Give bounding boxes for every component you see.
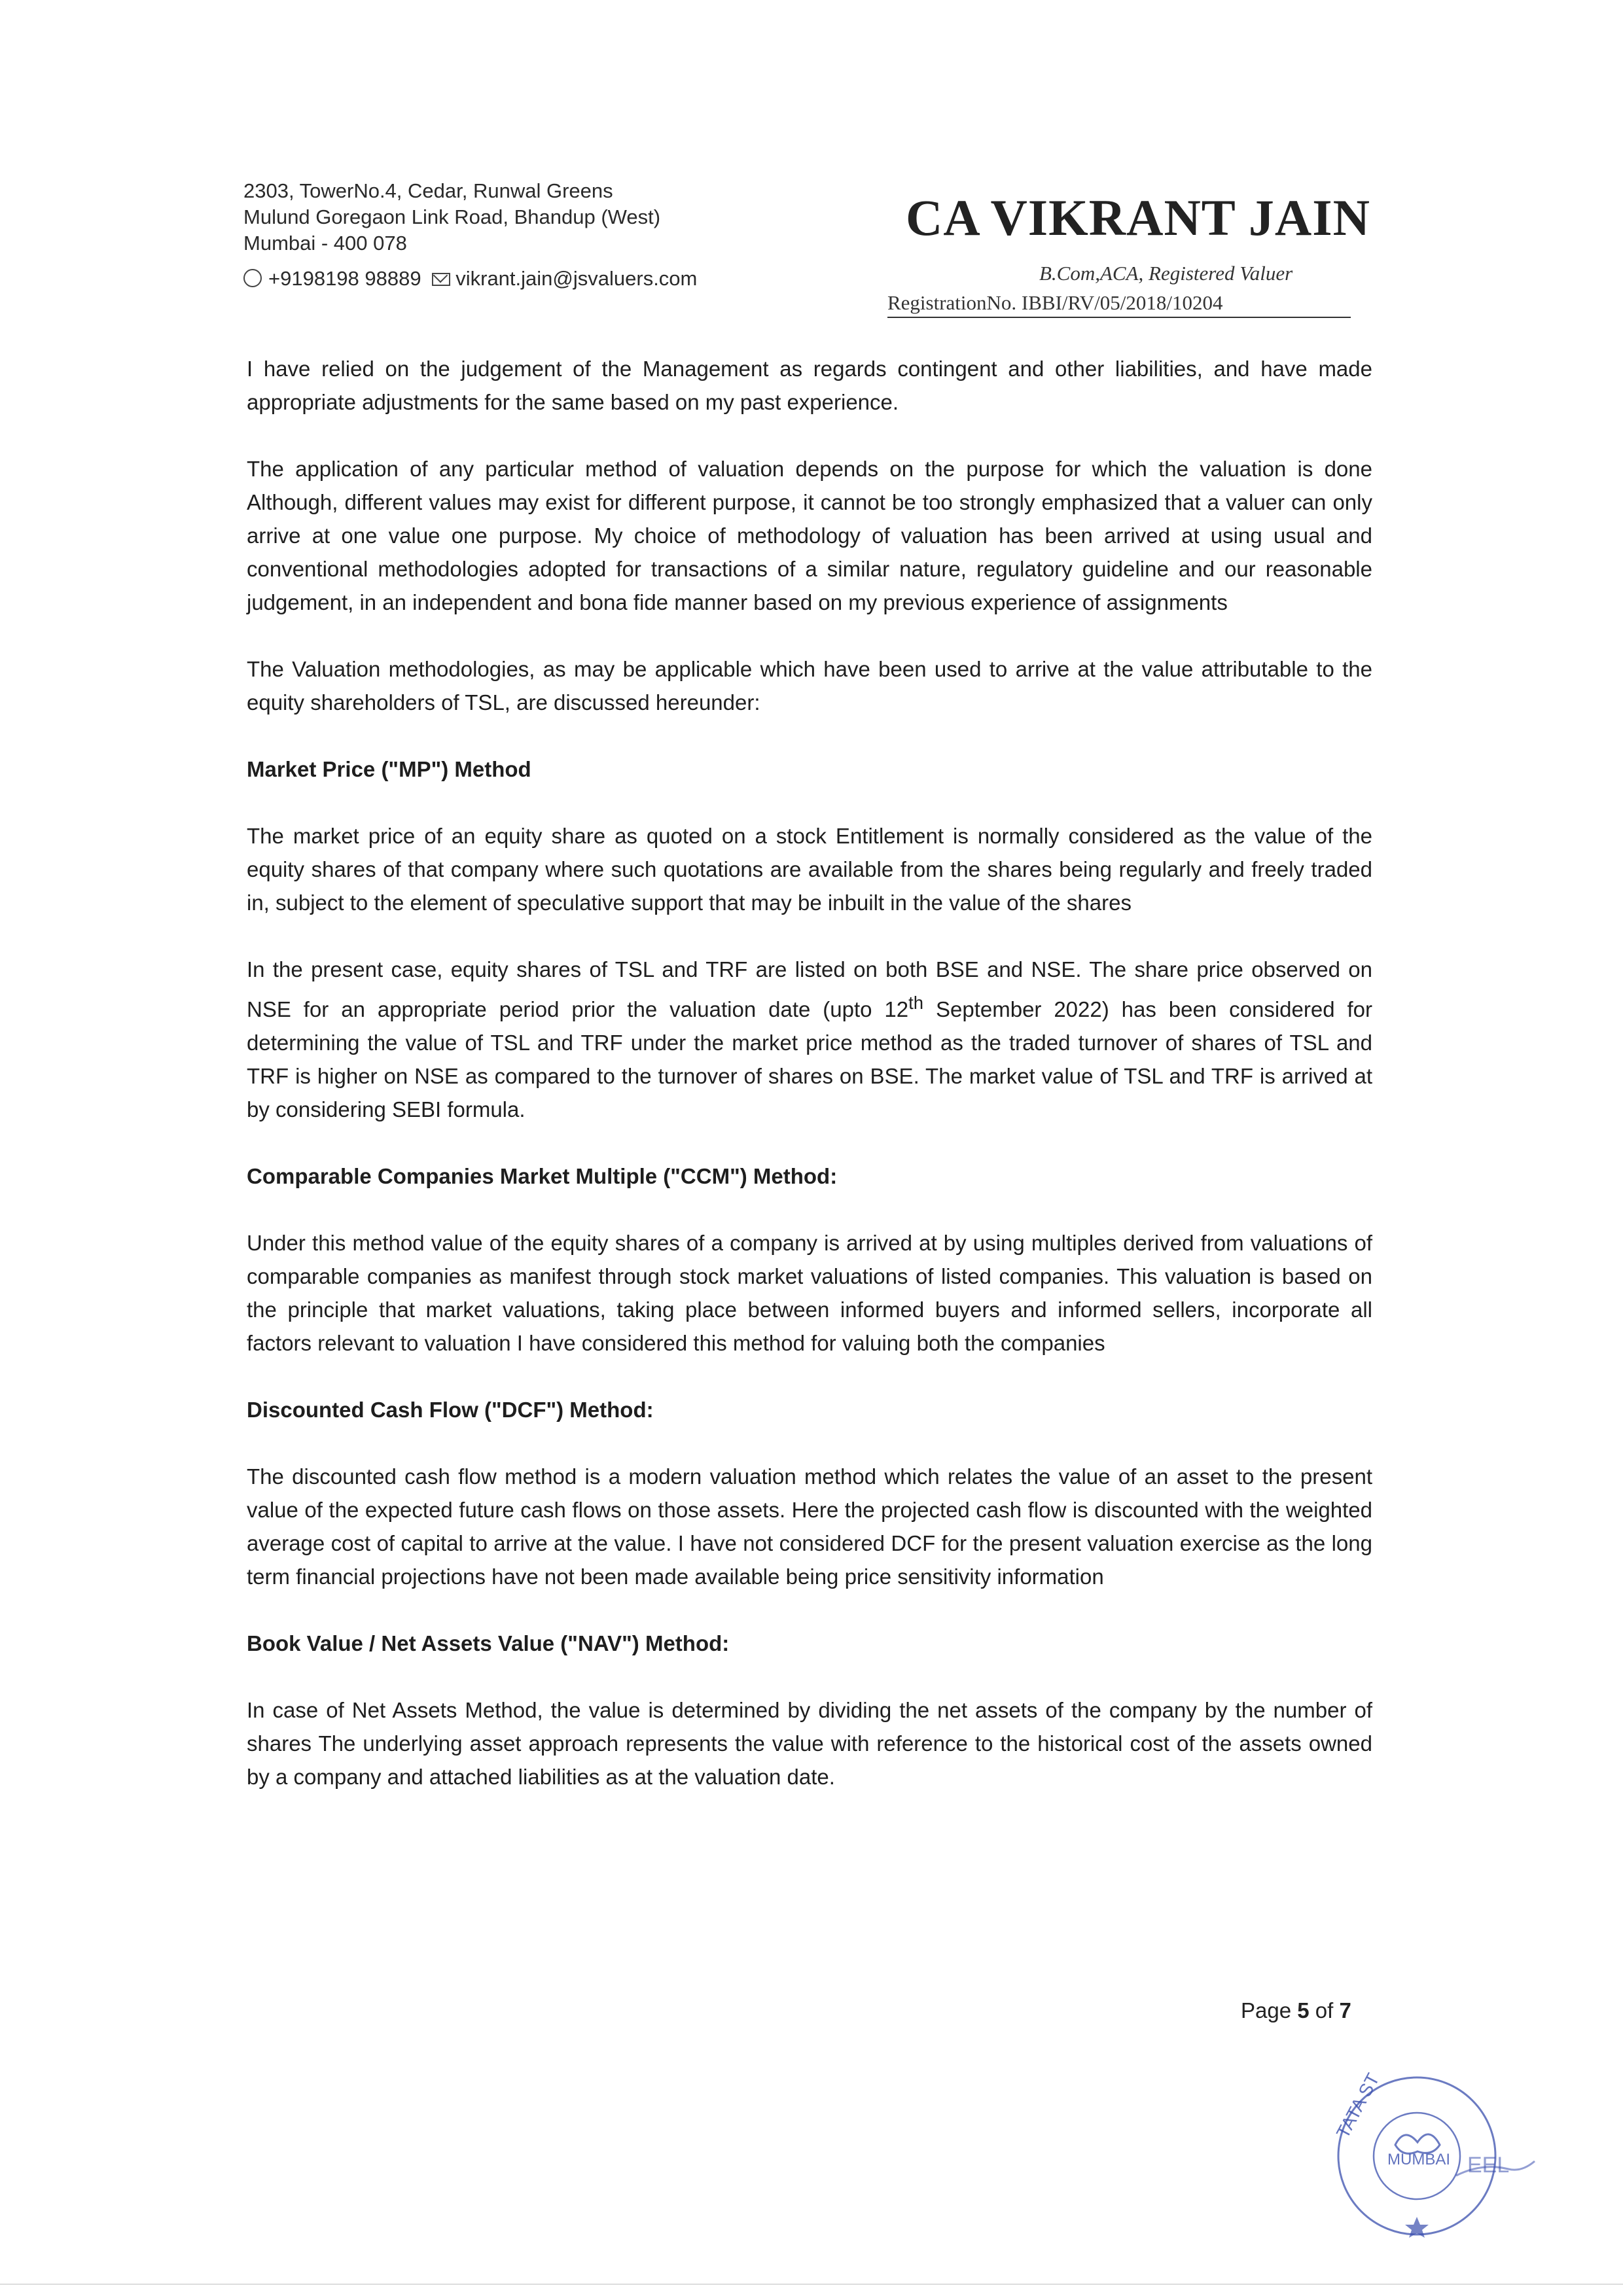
paragraph-dcf: The discounted cash flow method is a modern valuation method which relates the value of an asset to the present value of the expected future cash flows on those assets. Here the projected cash flow is discounted with the weighted average cost of capital to arrive at the value. I have not considered DCF for the present valuation exercise as the long term financial projections have not been made available being price sensitivity information	[247, 1464, 1372, 1589]
phone-number: +9198198 98889	[268, 267, 421, 290]
page-bottom-edge	[0, 2284, 1623, 2285]
page-total: 7	[1339, 1998, 1351, 2022]
paragraph-nav: In case of Net Assets Method, the value is determined by dividing the net assets of the company by the number of shares The underlying asset approach represents the value with reference to the historical cost of the assets owned by a company and attached liabilities as at the valuation date.	[247, 1698, 1372, 1789]
valuer-name: CA VIKRANT JAIN	[906, 189, 1370, 246]
present-case-text-a: In the present case, equity shares of TSL and TRF are listed on both BSE and NSE. The share price observed on NSE for an appropriate period prior the valuation date (upto 12	[247, 957, 1372, 1021]
contact-line	[243, 266, 697, 292]
phone-icon	[243, 269, 262, 287]
paragraph-present-case	[247, 953, 1372, 1126]
heading-dcf-method: Discounted Cash Flow ("DCF") Method:	[247, 1398, 654, 1422]
seal-text-center: MUMBAI	[1387, 2151, 1450, 2168]
address-line-2: Mulund Goregaon Link Road, Bhandup (West)	[243, 205, 661, 228]
email-address: vikrant.jain@jsvaluers.com	[455, 267, 698, 290]
document-body	[247, 352, 1372, 1827]
page-prefix: Page	[1241, 1998, 1298, 2022]
header-divider	[887, 317, 1351, 318]
paragraph-methodologies-intro: The Valuation methodologies, as may be applicable which have been used to arrive at the value attributable to the equity shareholders of TSL, are discussed hereunder:	[247, 657, 1372, 715]
mail-icon	[432, 273, 450, 286]
seal-text-top: TATA ST	[1332, 2070, 1383, 2142]
paragraph-market-price: The market price of an equity share as quoted on a stock Entitlement is normally considered as the value of the equity shares of that company where such quotations are available from the shares being regularly and freely traded in, subject to the element of speculative support that may be inbuilt in the value of the shares	[247, 824, 1372, 915]
heading-market-price-method: Market Price ("MP") Method	[247, 757, 531, 781]
paragraph-method-choice: The application of any particular method of valuation depends on the purpose for which the valuation is done Although, different values may exist for different purpose, it cannot be too strongly emphasized that a valuer can only arrive at one value one purpose. My choice of methodology of valuation has been arrived at using usual and conventional methodologies adopted for transactions of a similar nature, regulatory guideline and our reasonable judgement, in an independent and bona fide manner based on my previous experience of assignments	[247, 457, 1372, 614]
present-case-superscript: th	[908, 993, 924, 1013]
paragraph-liabilities: I have relied on the judgement of the Management as regards contingent and other liabilities, and have made appropriate adjustments for the same based on my past experience.	[247, 357, 1372, 414]
company-seal	[1322, 2061, 1558, 2251]
heading-ccm-method: Comparable Companies Market Multiple ("CCM") Method:	[247, 1164, 838, 1188]
page-number	[1241, 1998, 1351, 2023]
address-line-3: Mumbai - 400 078	[243, 232, 407, 255]
heading-nav-method: Book Value / Net Assets Value ("NAV") Method:	[247, 1631, 730, 1655]
valuer-qualifications: B.Com,ACA, Registered Valuer	[1039, 262, 1293, 285]
present-case-text-b: September 2022) has been considered for determining the value of TSL and TRF under the market price method as the traded turnover of shares of TSL and TRF is higher on NSE as compared to the turnover of shares on BSE. The market value of TSL and TRF is arrived at by considering SEBI formula.	[247, 997, 1372, 1122]
letterhead-address	[243, 178, 697, 292]
registration-number: RegistrationNo. IBBI/RV/05/2018/10204	[887, 291, 1223, 314]
page-of: of	[1309, 1998, 1340, 2022]
paragraph-ccm: Under this method value of the equity shares of a company is arrived at by using multiples derived from valuations of comparable companies as manifest through stock market valuations of listed companies. This valuation is based on the principle that market valuations, taking place between informed buyers and informed sellers, incorporate all factors relevant to valuation I have considered this method for valuing both the companies	[247, 1231, 1372, 1355]
address-line-1: 2303, TowerNo.4, Cedar, Runwal Greens	[243, 179, 613, 202]
seal-text-right: EEL	[1467, 2153, 1510, 2178]
page-current: 5	[1297, 1998, 1310, 2022]
